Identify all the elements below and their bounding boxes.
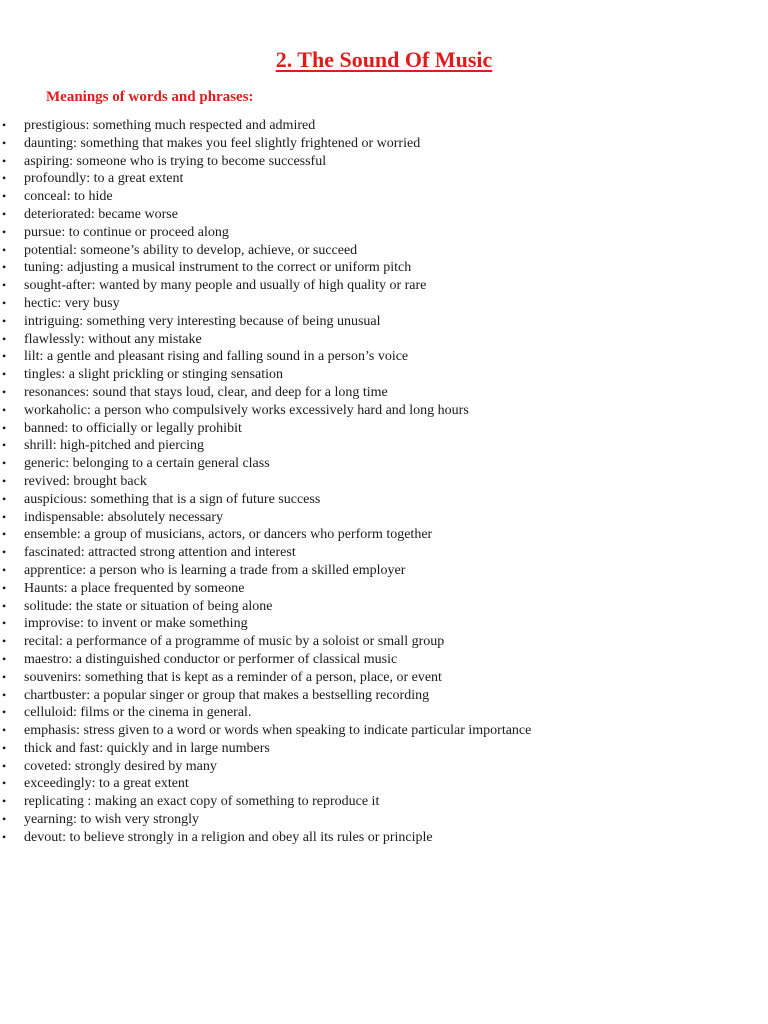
glossary-item: [0, 633, 760, 651]
bullet-icon: •: [2, 367, 7, 382]
bullet-icon: •: [2, 829, 7, 844]
glossary-item-text: coveted: strongly desired by many: [24, 758, 217, 774]
glossary-item-text: thick and fast: quickly and in large numbers: [24, 740, 270, 756]
bullet-icon: •: [2, 260, 7, 275]
glossary-item: [0, 188, 760, 206]
glossary-item: [0, 758, 760, 776]
bullet-icon: •: [2, 491, 7, 506]
glossary-item: [0, 170, 760, 188]
glossary-item-text: daunting: something that makes you feel slightly frightened or worried: [24, 135, 421, 151]
bullet-icon: •: [2, 598, 7, 613]
bullet-icon: •: [2, 740, 7, 755]
bullet-icon: •: [2, 295, 7, 310]
glossary-item-text: prestigious: something much respected and admired: [24, 118, 316, 133]
glossary-item-text: fascinated: attracted strong attention and interest: [24, 545, 296, 561]
glossary-item-text: auspicious: something that is a sign of future success: [24, 491, 321, 507]
bullet-icon: •: [2, 705, 7, 720]
glossary-item: [0, 687, 760, 705]
glossary-item: [0, 669, 760, 687]
glossary-item-text: banned: to officially or legally prohibit: [24, 420, 242, 436]
glossary-item-text: conceal: to hide: [24, 189, 113, 205]
glossary-item: [0, 402, 760, 420]
bullet-icon: •: [2, 206, 7, 221]
glossary-item: [0, 384, 760, 402]
bullet-icon: •: [2, 153, 7, 168]
glossary-item-text: profoundly: to a great extent: [24, 171, 184, 187]
glossary-item: [0, 277, 760, 295]
glossary-item-text: recital: a performance of a programme of music by a soloist or small group: [24, 634, 445, 650]
glossary-item-text: chartbuster: a popular singer or group that makes a bestselling recording: [24, 687, 430, 703]
glossary-item: [0, 206, 760, 224]
bullet-icon: •: [2, 687, 7, 702]
glossary-item: [0, 704, 760, 722]
glossary-item-text: revived: brought back: [24, 473, 147, 489]
glossary-item: [0, 259, 760, 277]
glossary-item: [0, 348, 760, 366]
glossary-item: [0, 598, 760, 616]
glossary-item: [0, 775, 760, 793]
bullet-icon: •: [2, 384, 7, 399]
bullet-icon: •: [2, 527, 7, 542]
glossary-item-text: solitude: the state or situation of being alone: [24, 598, 273, 614]
glossary-item: [0, 740, 760, 758]
glossary-item: [0, 793, 760, 811]
bullet-icon: •: [2, 224, 7, 239]
glossary-item-text: workaholic: a person who compulsively works excessively hard and long hours: [24, 402, 469, 418]
glossary-item: [0, 473, 760, 491]
glossary-item: [0, 562, 760, 580]
glossary-item-text: shrill: high-pitched and piercing: [24, 438, 205, 454]
glossary-item-text: yearning: to wish very strongly: [24, 812, 199, 828]
glossary-item-text: souvenirs: something that is kept as a reminder of a person, place, or event: [24, 669, 442, 685]
glossary-item-text: emphasis: stress given to a word or words when speaking to indicate particular importance: [24, 723, 532, 739]
glossary-item: [0, 437, 760, 455]
glossary-item-text: tingles: a slight prickling or stinging sensation: [24, 367, 283, 383]
glossary-item-text: replicating : making an exact copy of something to reproduce it: [24, 794, 380, 810]
glossary-item-text: indispensable: absolutely necessary: [24, 509, 224, 525]
glossary-item-text: resonances: sound that stays loud, clear, and deep for a long time: [24, 384, 388, 400]
page-title: 2. The Sound Of Music: [275, 47, 493, 72]
bullet-icon: •: [2, 438, 7, 453]
glossary-item: [0, 526, 760, 544]
bullet-icon: •: [2, 242, 7, 257]
bullet-icon: •: [2, 616, 7, 631]
bullet-icon: •: [2, 313, 7, 328]
bullet-icon: •: [2, 669, 7, 684]
glossary-item: [0, 544, 760, 562]
bullet-icon: •: [2, 331, 7, 346]
bullet-icon: •: [2, 580, 7, 595]
bullet-icon: •: [2, 402, 7, 417]
glossary-item-text: potential: someone’s ability to develop, achieve, or succeed: [24, 242, 358, 258]
glossary-item: [0, 153, 760, 171]
glossary-item: [0, 331, 760, 349]
glossary-item: [0, 509, 760, 527]
glossary-item: [0, 242, 760, 260]
bullet-icon: •: [2, 135, 7, 150]
section-heading: Meanings of words and phrases:: [46, 89, 254, 105]
glossary-item-text: celluloid: films or the cinema in general.: [24, 705, 252, 721]
glossary-item: [0, 491, 760, 509]
bullet-icon: •: [2, 118, 7, 132]
glossary-item: [0, 455, 760, 473]
bullet-icon: •: [2, 776, 7, 791]
bullet-icon: •: [2, 456, 7, 471]
glossary-item-text: generic: belonging to a certain general class: [24, 456, 270, 472]
glossary-item: [0, 722, 760, 740]
glossary-item: [0, 135, 760, 153]
glossary-item-text: flawlessly: without any mistake: [24, 331, 202, 347]
glossary-item-text: maestro: a distinguished conductor or performer of classical music: [24, 651, 398, 667]
bullet-icon: •: [2, 634, 7, 649]
glossary-item: [0, 313, 760, 331]
glossary-item-text: exceedingly: to a great extent: [24, 776, 189, 792]
glossary-item-text: apprentice: a person who is learning a trade from a skilled employer: [24, 562, 406, 578]
glossary-item-text: hectic: very busy: [24, 295, 120, 311]
glossary-item: [0, 420, 760, 438]
bullet-icon: •: [2, 171, 7, 186]
bullet-icon: •: [2, 473, 7, 488]
glossary-item-text: Haunts: a place frequented by someone: [24, 580, 245, 596]
glossary-item-text: tuning: adjusting a musical instrument to the correct or uniform pitch: [24, 260, 412, 276]
glossary-item: [0, 615, 760, 633]
glossary-item: [0, 224, 760, 242]
glossary-item-text: intriguing: something very interesting because of being unusual: [24, 313, 381, 329]
bullet-icon: •: [2, 651, 7, 666]
bullet-icon: •: [2, 562, 7, 577]
glossary-item: [0, 811, 760, 829]
glossary-item-text: sought-after: wanted by many people and usually of high quality or rare: [24, 278, 427, 294]
glossary-item: [0, 829, 760, 847]
glossary-item: [0, 117, 760, 135]
bullet-icon: •: [2, 723, 7, 738]
bullet-icon: •: [2, 794, 7, 809]
bullet-icon: •: [2, 349, 7, 364]
glossary-item-text: devout: to believe strongly in a religion and obey all its rules or principle: [24, 829, 433, 845]
glossary-item-text: pursue: to continue or proceed along: [24, 224, 229, 240]
bullet-icon: •: [2, 189, 7, 204]
glossary-item: [0, 366, 760, 384]
glossary-item-text: improvise: to invent or make something: [24, 616, 248, 632]
glossary-item: [0, 295, 760, 313]
bullet-icon: •: [2, 278, 7, 293]
glossary-list: [0, 117, 760, 847]
glossary-item-text: deteriorated: became worse: [24, 206, 178, 222]
glossary-item-text: aspiring: someone who is trying to become successful: [24, 153, 327, 169]
bullet-icon: •: [2, 545, 7, 560]
bullet-icon: •: [2, 812, 7, 827]
glossary-item-text: ensemble: a group of musicians, actors, or dancers who perform together: [24, 527, 433, 543]
bullet-icon: •: [2, 420, 7, 435]
bullet-icon: •: [2, 509, 7, 524]
glossary-item: [0, 651, 760, 669]
glossary-item-text: lilt: a gentle and pleasant rising and falling sound in a person’s voice: [24, 349, 409, 365]
bullet-icon: •: [2, 758, 7, 773]
glossary-item: [0, 580, 760, 598]
